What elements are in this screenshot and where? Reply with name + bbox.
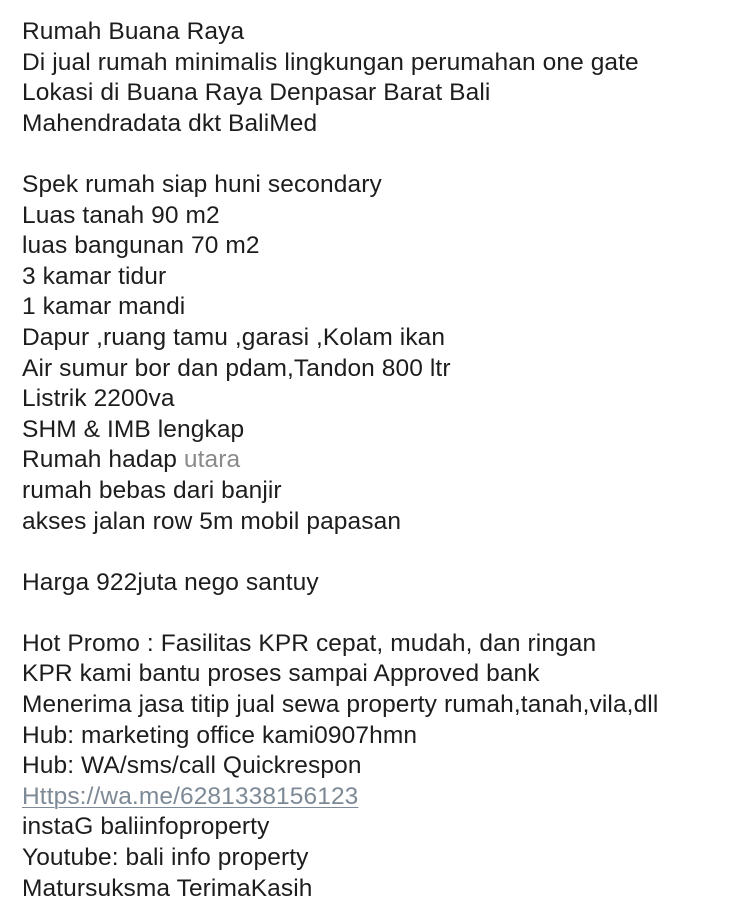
listing-landmark: Mahendradata dkt BaliMed [22,109,318,137]
spec-item-water: Air sumur bor dan pdam,Tandon 800 ltr [22,354,451,382]
spec-item-rooms: Dapur ,ruang tamu ,garasi ,Kolam ikan [22,323,446,351]
spec-item-facing [22,445,742,476]
message-body [22,17,742,904]
youtube-channel: Youtube: bali info property [22,844,309,872]
spec-item-access: akses jalan row 5m mobil papasan [22,507,402,535]
listing-title: Rumah Buana Raya [22,18,245,45]
closing-text: Matursuksma TerimaKasih [22,874,313,902]
spec-item-bathrooms: 1 kamar mandi [22,293,186,321]
whatsapp-link[interactable]: Https://wa.me/6281338156123 [22,782,359,810]
promo-line-kpr: Hot Promo : Fasilitas KPR cepat, mudah, dan ringan [22,629,597,657]
contact-office: Hub: marketing office kami0907hmn [22,721,418,749]
spec-item-building-area: luas bangunan 70 m2 [22,232,260,260]
contact-channels: Hub: WA/sms/call Quickrespon [22,752,362,780]
contact-link-row [22,782,742,813]
spec-item-certificate: SHM & IMB lengkap [22,415,245,443]
spec-item-electricity: Listrik 2200va [22,385,175,413]
spacer [22,537,742,568]
instagram-handle: instaG baliinfoproperty [22,813,270,841]
spacer [22,598,742,629]
facing-suffix: utara [183,446,241,474]
spec-item-bedrooms: 3 kamar tidur [22,262,167,290]
promo-line-approval: KPR kami bantu proses sampai Approved bank [22,660,540,688]
listing-location: Lokasi di Buana Raya Denpasar Barat Bali [22,79,491,107]
price-text: Harga 922juta nego santuy [22,568,319,596]
spacer [22,139,742,170]
listing-description: Di jual rumah minimalis lingkungan perumahan one gate [22,48,639,76]
promo-line-services: Menerima jasa titip jual sewa property rumah,tanah,vila,dll [22,691,659,719]
spec-item-land-area: Luas tanah 90 m2 [22,201,220,229]
spec-item-flood: rumah bebas dari banjir [22,476,282,504]
spec-heading: Spek rumah siap huni secondary [22,170,382,198]
facing-prefix: Rumah hadap [22,446,184,474]
